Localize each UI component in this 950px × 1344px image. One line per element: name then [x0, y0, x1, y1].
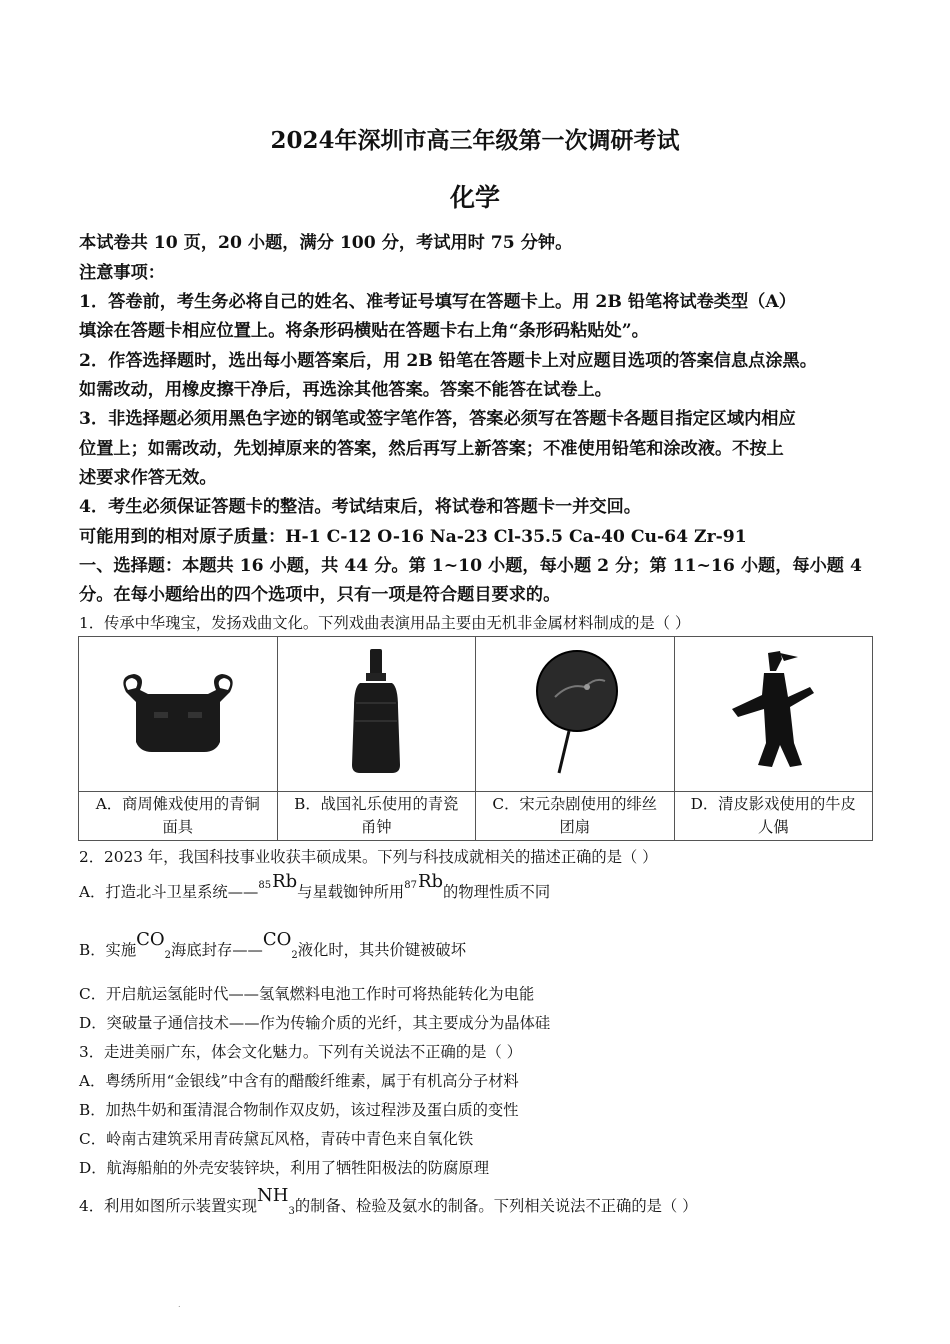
- option-a-line1: A．商周傩戏使用的青铜: [95, 795, 260, 813]
- option-d-line2: 人偶: [757, 818, 789, 836]
- silk-fan-icon: [525, 647, 625, 777]
- q1-option-d[interactable]: [674, 792, 873, 841]
- q1-option-a-image: [79, 637, 278, 792]
- atomic-masses: 可能用到的相对原子质量：H-1 C-12 O-16 Na-23 Cl-35.5 Ca-40 Cu-64 Zr-91: [79, 527, 747, 547]
- q1-options-table: [78, 636, 873, 841]
- q1-option-c[interactable]: [476, 792, 675, 841]
- bronze-mask-icon: [108, 662, 248, 762]
- q2-b-post: 液化时，其共价键被破坏: [297, 941, 467, 959]
- q2-option-b[interactable]: [79, 929, 467, 961]
- celadon-bell-icon: [336, 647, 416, 777]
- q3-option-d[interactable]: D．航海船舶的外壳安装锌块，利用了牺牲阳极法的防腐原理: [79, 1159, 489, 1177]
- q2-b-pre: B．实施: [79, 941, 137, 959]
- formula: CO: [262, 929, 292, 950]
- q1-option-b[interactable]: [277, 792, 476, 841]
- q4-stem: [79, 1185, 698, 1217]
- q2-option-d[interactable]: D．突破量子通信技术——作为传输介质的光纤，其主要成分为晶体硅: [79, 1014, 551, 1032]
- isotope-symbol: Rb: [417, 871, 444, 892]
- isotope-mass: 85: [258, 880, 272, 891]
- q2-a-post: 的物理性质不同: [443, 883, 551, 901]
- option-c-line1: C．宋元杂剧使用的绯丝: [492, 795, 658, 813]
- isotope-mass: 87: [404, 880, 417, 891]
- q2-option-a[interactable]: [79, 871, 551, 902]
- formula-subscript: 3: [288, 1206, 295, 1217]
- subject-title: 化学: [449, 183, 500, 212]
- notice-line: 如需改动，用橡皮擦干净后，再选涂其他答案。答案不能答在试卷上。: [79, 380, 612, 400]
- section-heading-cont: 分。在每小题给出的四个选项中，只有一项是符合题目要求的。: [79, 585, 561, 605]
- exam-title: 2024年深圳市高三年级第一次调研考试: [270, 127, 680, 154]
- formula: NH: [257, 1185, 289, 1206]
- q3-option-c[interactable]: C．岭南古建筑采用青砖黛瓦风格，青砖中青色来自氧化铁: [79, 1130, 474, 1148]
- section-heading: 一、选择题：本题共 16 小题，共 44 分。第 1~10 小题，每小题 2 分；第 11~16 小题，每小题 4: [79, 556, 862, 576]
- q2-option-c[interactable]: C．开启航运氢能时代——氢氧燃料电池工作时可将热能转化为电能: [79, 985, 535, 1003]
- option-a-line2: 面具: [162, 818, 194, 836]
- q3-option-b[interactable]: B．加热牛奶和蛋清混合物制作双皮奶，该过程涉及蛋白质的变性: [79, 1101, 519, 1119]
- formula-subscript: 2: [164, 950, 172, 961]
- shadow-puppet-icon: [718, 647, 828, 777]
- notice-line: 4．考生必须保证答题卡的整洁。考试结束后，将试卷和答题卡一并交回。: [79, 497, 641, 517]
- option-d-line1: D．清皮影戏使用的牛皮: [690, 795, 856, 813]
- q2-a-mid: 与星载铷钟所用: [297, 883, 405, 901]
- q1-option-c-image: [476, 637, 675, 792]
- option-c-line2: 团扇: [559, 818, 591, 836]
- footer-mark: .: [178, 1300, 181, 1309]
- exam-intro: 本试卷共 10 页，20 小题，满分 100 分，考试用时 75 分钟。: [79, 233, 573, 253]
- q2-stem: 2．2023 年，我国科技事业收获丰硕成果。下列与科技成就相关的描述正确的是（ ）: [79, 848, 658, 866]
- q1-option-b-image: [277, 637, 476, 792]
- notice-heading: 注意事项：: [79, 263, 165, 283]
- q4-pre: 4．利用如图所示装置实现: [79, 1197, 257, 1215]
- notice-line: 填涂在答题卡相应位置上。将条形码横贴在答题卡右上角“条形码粘贴处”。: [79, 321, 649, 341]
- q1-option-d-image: [674, 637, 873, 792]
- notice-line: 1．答卷前，考生务必将自己的姓名、准考证号填写在答题卡上。用 2B 铅笔将试卷类型（A）: [79, 292, 796, 312]
- isotope-symbol: Rb: [272, 871, 298, 892]
- q1-option-a[interactable]: [79, 792, 278, 841]
- q2-a-pre: A．打造北斗卫星系统——: [79, 883, 259, 901]
- option-b-line1: B．战国礼乐使用的青瓷: [294, 795, 459, 813]
- formula-subscript: 2: [291, 950, 298, 961]
- q4-post: 的制备、检验及氨水的制备。下列相关说法不正确的是（ ）: [294, 1197, 698, 1215]
- q3-stem: 3．走进美丽广东，体会文化魅力。下列有关说法不正确的是（ ）: [79, 1043, 522, 1061]
- notice-line: 位置上；如需改动，先划掉原来的答案，然后再写上新答案；不准使用铅笔和涂改液。不按上: [79, 439, 784, 459]
- notice-line: 3．非选择题必须用黑色字迹的钢笔或签字笔作答，答案必须写在答题卡各题目指定区域内相应: [79, 409, 796, 429]
- option-b-line2: 甬钟: [360, 818, 392, 836]
- q1-stem: 1．传承中华瑰宝，发扬戏曲文化。下列戏曲表演用品主要由无机非金属材料制成的是（ ）: [79, 614, 691, 632]
- q3-option-a[interactable]: A．粤绣所用“金银线”中含有的醋酸纤维素，属于有机高分子材料: [79, 1072, 519, 1090]
- notice-line: 2．作答选择题时，选出每小题答案后，用 2B 铅笔在答题卡上对应题目选项的答案信息点涂黑。: [79, 351, 817, 371]
- notice-line: 述要求作答无效。: [79, 468, 217, 488]
- formula: CO: [136, 929, 165, 950]
- q2-b-mid: 海底封存——: [171, 941, 263, 959]
